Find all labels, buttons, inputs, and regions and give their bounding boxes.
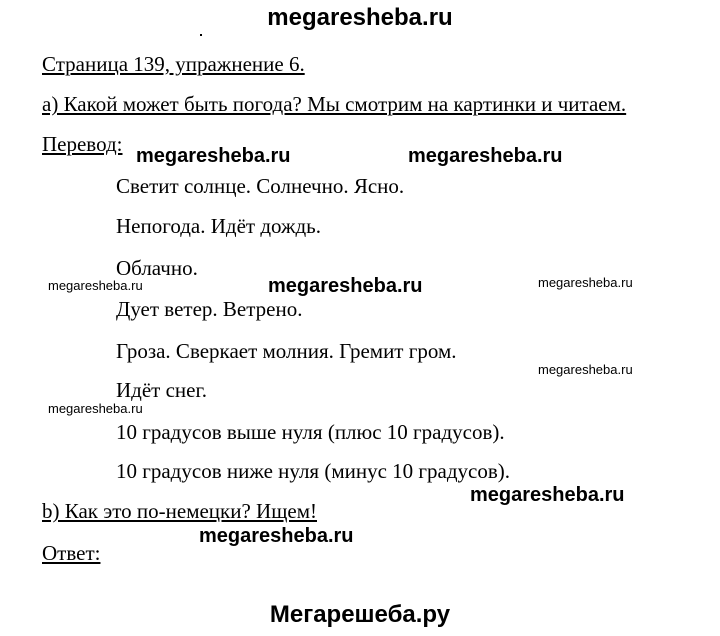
translation-label: Перевод: bbox=[42, 132, 123, 156]
translation-line: 10 градусов ниже нуля (минус 10 градусов). bbox=[116, 459, 511, 483]
watermark: megaresheba.ru bbox=[268, 275, 423, 297]
translation-line: Непогода. Идёт дождь. bbox=[116, 214, 321, 238]
page-reference: Страница 139, упражнение 6. bbox=[42, 52, 305, 76]
watermark: megaresheba.ru bbox=[470, 484, 625, 506]
translation-line: Светит солнце. Солнечно. Ясно. bbox=[116, 174, 405, 198]
watermark: megaresheba.ru bbox=[48, 401, 143, 416]
translation-line: Облачно. bbox=[116, 256, 198, 280]
translation-line: Гроза. Сверкает молния. Гремит гром. bbox=[116, 339, 457, 363]
site-title: megaresheba.ru bbox=[267, 4, 453, 31]
watermark: megaresheba.ru bbox=[538, 275, 633, 290]
task-a-heading: а) Какой может быть погода? Мы смотрим на картинки и читаем. bbox=[42, 92, 627, 116]
watermark: megaresheba.ru bbox=[136, 145, 291, 167]
translation-line: Дует ветер. Ветрено. bbox=[116, 297, 303, 321]
answer-label: Ответ: bbox=[42, 541, 101, 565]
watermark: megaresheba.ru bbox=[408, 145, 563, 167]
watermark: megaresheba.ru bbox=[48, 278, 143, 293]
watermark: megaresheba.ru bbox=[199, 525, 354, 547]
translation-line: Идёт снег. bbox=[116, 378, 207, 402]
task-b-heading: b) Как это по-немецки? Ищем! bbox=[42, 499, 317, 523]
footer-site-name: Мегарешеба.ру bbox=[269, 601, 451, 628]
stray-dot bbox=[200, 34, 202, 36]
watermark: megaresheba.ru bbox=[538, 362, 633, 377]
translation-line: 10 градусов выше нуля (плюс 10 градусов). bbox=[116, 420, 505, 444]
